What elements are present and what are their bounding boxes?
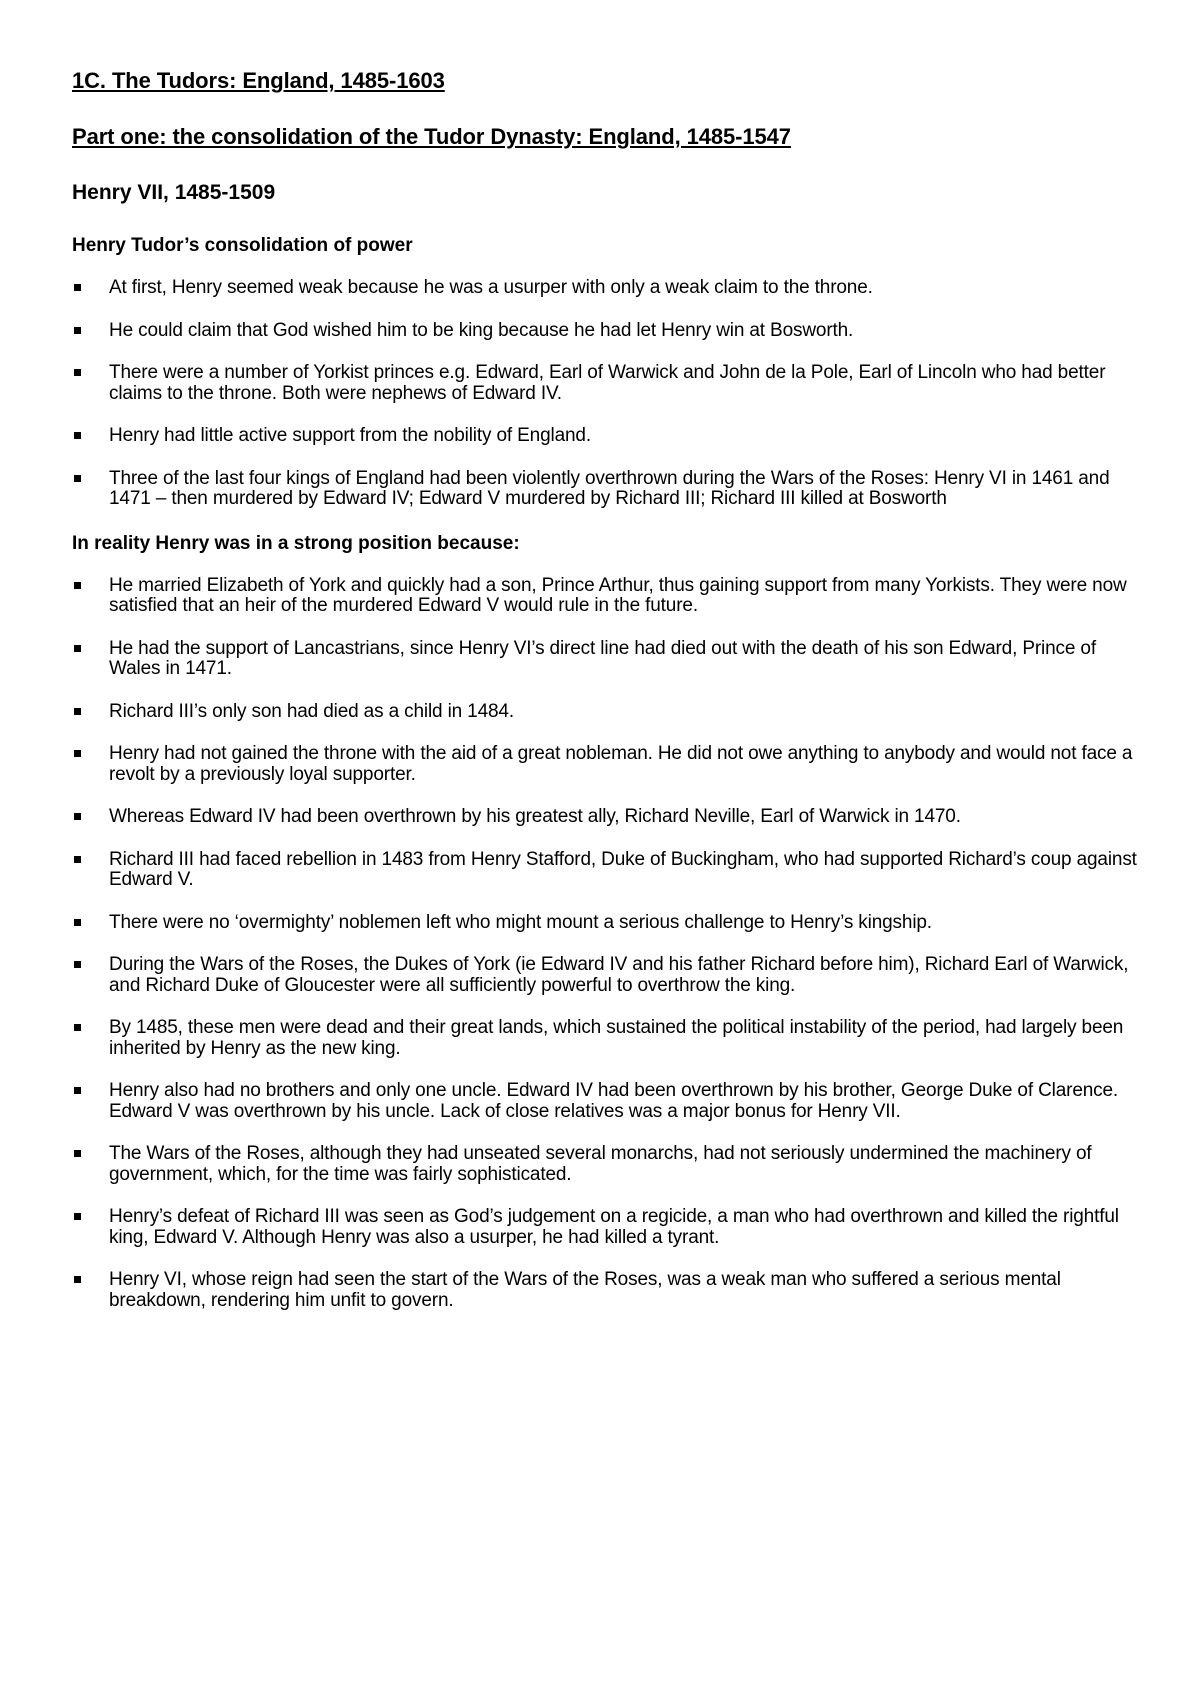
bullet-icon — [74, 645, 81, 652]
bullet-icon — [74, 961, 81, 968]
part-heading: Part one: the consolidation of the Tudor Dynasty: England, 1485-1547 — [72, 124, 791, 149]
list-item-text: Richard III’s only son had died as a child in 1484. — [109, 700, 514, 722]
list-item — [72, 469, 1140, 510]
bullet-icon — [74, 856, 81, 863]
section2-list — [72, 576, 1140, 1312]
list-item — [72, 1018, 1140, 1059]
list-item-text: By 1485, these men were dead and their great lands, which sustained the political instability of the period, had largely been inherited by Henry as the new king. — [109, 1017, 1124, 1059]
list-item — [72, 955, 1140, 996]
list-item-text: Henry had little active support from the nobility of England. — [109, 425, 591, 446]
list-item — [72, 321, 1140, 342]
list-item-text: Whereas Edward IV had been overthrown by his greatest ally, Richard Neville, Earl of Warwick in 1470. — [109, 806, 961, 827]
list-item — [72, 363, 1140, 404]
list-item-text: He could claim that God wished him to be king because he had let Henry win at Bosworth. — [109, 319, 854, 341]
list-item — [72, 426, 1140, 447]
bullet-icon — [74, 1213, 81, 1220]
list-item-text: Henry’s defeat of Richard III was seen as God’s judgement on a regicide, a man who had overthrown and killed the rightful king, Edward V. Although Henry was also a usurper, he had killed a tyrant. — [109, 1206, 1119, 1248]
list-item — [72, 1144, 1140, 1185]
list-item-text: At first, Henry seemed weak because he was a usurper with only a weak claim to the throne. — [109, 277, 873, 298]
list-item — [72, 576, 1140, 617]
bullet-icon — [74, 582, 81, 589]
list-item-text: There were a number of Yorkist princes e.g. Edward, Earl of Warwick and John de la Pole, Earl of Lincoln who had better claims to the throne. Both were nephews of Edward IV. — [109, 362, 1106, 404]
list-item — [72, 807, 1140, 828]
bullet-icon — [74, 708, 81, 715]
bullet-icon — [74, 813, 81, 820]
bullet-icon — [74, 1276, 81, 1283]
list-item — [72, 702, 1140, 723]
bullet-icon — [74, 919, 81, 926]
list-item — [72, 1081, 1140, 1122]
list-item — [72, 744, 1140, 785]
list-item — [72, 278, 1140, 299]
bullet-icon — [74, 1087, 81, 1094]
list-item-text: The Wars of the Roses, although they had unseated several monarchs, had not seriously undermined the machinery of government, which, for the time was fairly sophisticated. — [109, 1143, 1092, 1185]
list-item — [72, 913, 1140, 934]
list-item — [72, 1207, 1140, 1248]
list-item-text: Henry also had no brothers and only one uncle. Edward IV had been overthrown by his brother, George Duke of Clarence. Edward V was overthrown by his uncle. Lack of close relatives was a major bonus for Henry VII. — [109, 1080, 1119, 1122]
bullet-icon — [74, 369, 81, 376]
reign-heading: Henry VII, 1485-1509 — [72, 181, 276, 204]
list-item-text: Henry VI, whose reign had seen the start of the Wars of the Roses, was a weak man who suffered a serious mental breakdown, rendering him unfit to govern. — [109, 1269, 1061, 1311]
list-item-text: During the Wars of the Roses, the Dukes of York (ie Edward IV and his father Richard before him), Richard Earl of Warwick, and Richard Duke of Gloucester were all sufficiently powerful to overthrow the king. — [109, 954, 1129, 996]
list-item-text: He married Elizabeth of York and quickly had a son, Prince Arthur, thus gaining support from many Yorkists. They were now satisfied that an heir of the murdered Edward V would rule in the future. — [109, 574, 1127, 616]
list-item-text: Henry had not gained the throne with the aid of a great nobleman. He did not owe anything to anybody and would not face a revolt by a previously loyal supporter. — [109, 743, 1133, 785]
bullet-icon — [74, 432, 81, 439]
bullet-icon — [74, 327, 81, 334]
bullet-icon — [74, 750, 81, 757]
document-title: 1C. The Tudors: England, 1485-1603 — [72, 68, 445, 93]
list-item — [72, 850, 1140, 891]
bullet-icon — [74, 1150, 81, 1157]
section2-heading: In reality Henry was in a strong position because: — [72, 532, 520, 554]
bullet-icon — [74, 475, 81, 482]
list-item-text: Richard III had faced rebellion in 1483 from Henry Stafford, Duke of Buckingham, who had supported Richard’s coup against Edward V. — [109, 848, 1137, 890]
list-item-text: Three of the last four kings of England had been violently overthrown during the Wars of the Roses: Henry VI in 1461 and 1471 – then murdered by Edward IV; Edward V murdered by Richard III; Richard III killed at Bosworth — [109, 467, 1110, 509]
section1-heading: Henry Tudor’s consolidation of power — [72, 235, 413, 256]
bullet-icon — [74, 1024, 81, 1031]
list-item-text: There were no ‘overmighty’ noblemen left who might mount a serious challenge to Henry’s kingship. — [109, 911, 932, 933]
list-item — [72, 639, 1140, 680]
section1-list — [72, 278, 1140, 510]
list-item-text: He had the support of Lancastrians, since Henry VI’s direct line had died out with the death of his son Edward, Prince of Wales in 1471. — [109, 637, 1096, 679]
list-item — [72, 1270, 1140, 1311]
bullet-icon — [74, 284, 81, 291]
